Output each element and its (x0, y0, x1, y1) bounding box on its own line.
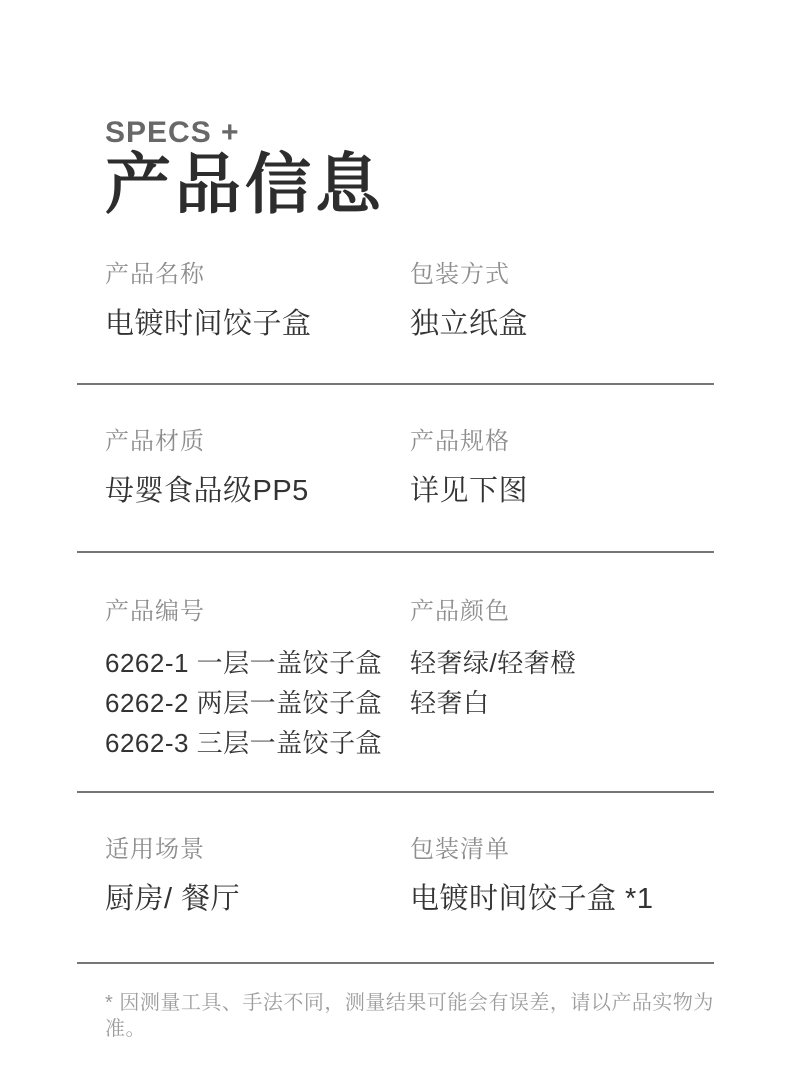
spec-label: 产品名称 (105, 261, 205, 288)
spec-label: 包装清单 (410, 836, 510, 863)
spec-label: 适用场景 (105, 836, 205, 863)
spec-item-usage-scene (105, 835, 410, 917)
section-divider (77, 962, 714, 964)
page-title: 产品信息 (105, 147, 385, 221)
spec-label: 产品编号 (105, 598, 205, 625)
spec-value: 母婴食品级PP5 (105, 475, 309, 507)
spec-label: 产品规格 (410, 428, 510, 455)
spec-value: 厨房/ 餐厅 (105, 883, 241, 915)
spec-value-model-1: 6262-1 一层一盖饺子盒 (105, 648, 383, 678)
spec-value-model-3: 6262-3 三层一盖饺子盒 (105, 728, 383, 758)
spec-label: 包装方式 (410, 261, 510, 288)
spec-label: 产品颜色 (410, 598, 510, 625)
spec-item-specification (410, 427, 730, 509)
spec-item-material (105, 427, 410, 509)
measurement-disclaimer: * 因测量工具、手法不同，测量结果可能会有误差，请以产品实物为准。 (105, 992, 714, 1040)
spec-value-model-2: 6262-2 两层一盖饺子盒 (105, 688, 383, 718)
spec-value-color-1: 轻奢绿/轻奢橙 (410, 648, 577, 678)
spec-item-packaging-type (410, 260, 730, 342)
spec-value: 电镀时间饺子盒 *1 (410, 883, 654, 915)
spec-value-color-2: 轻奢白 (410, 688, 490, 718)
specs-eyebrow: SPECS + (105, 116, 240, 149)
spec-value: 详见下图 (410, 475, 529, 507)
spec-item-product-name (105, 260, 410, 342)
spec-section-material-spec (105, 385, 730, 551)
spec-value: 独立纸盒 (410, 308, 529, 340)
spec-item-package-contents (410, 835, 730, 917)
spec-label: 产品材质 (105, 428, 205, 455)
spec-section-scene-list (105, 793, 730, 962)
spec-item-model-numbers (105, 597, 410, 763)
page-header (105, 116, 730, 221)
spec-value: 电镀时间饺子盒 (105, 308, 312, 340)
spec-section-model-color (105, 553, 730, 791)
spec-item-colors (410, 597, 730, 723)
spec-section-name-packaging (105, 260, 730, 383)
